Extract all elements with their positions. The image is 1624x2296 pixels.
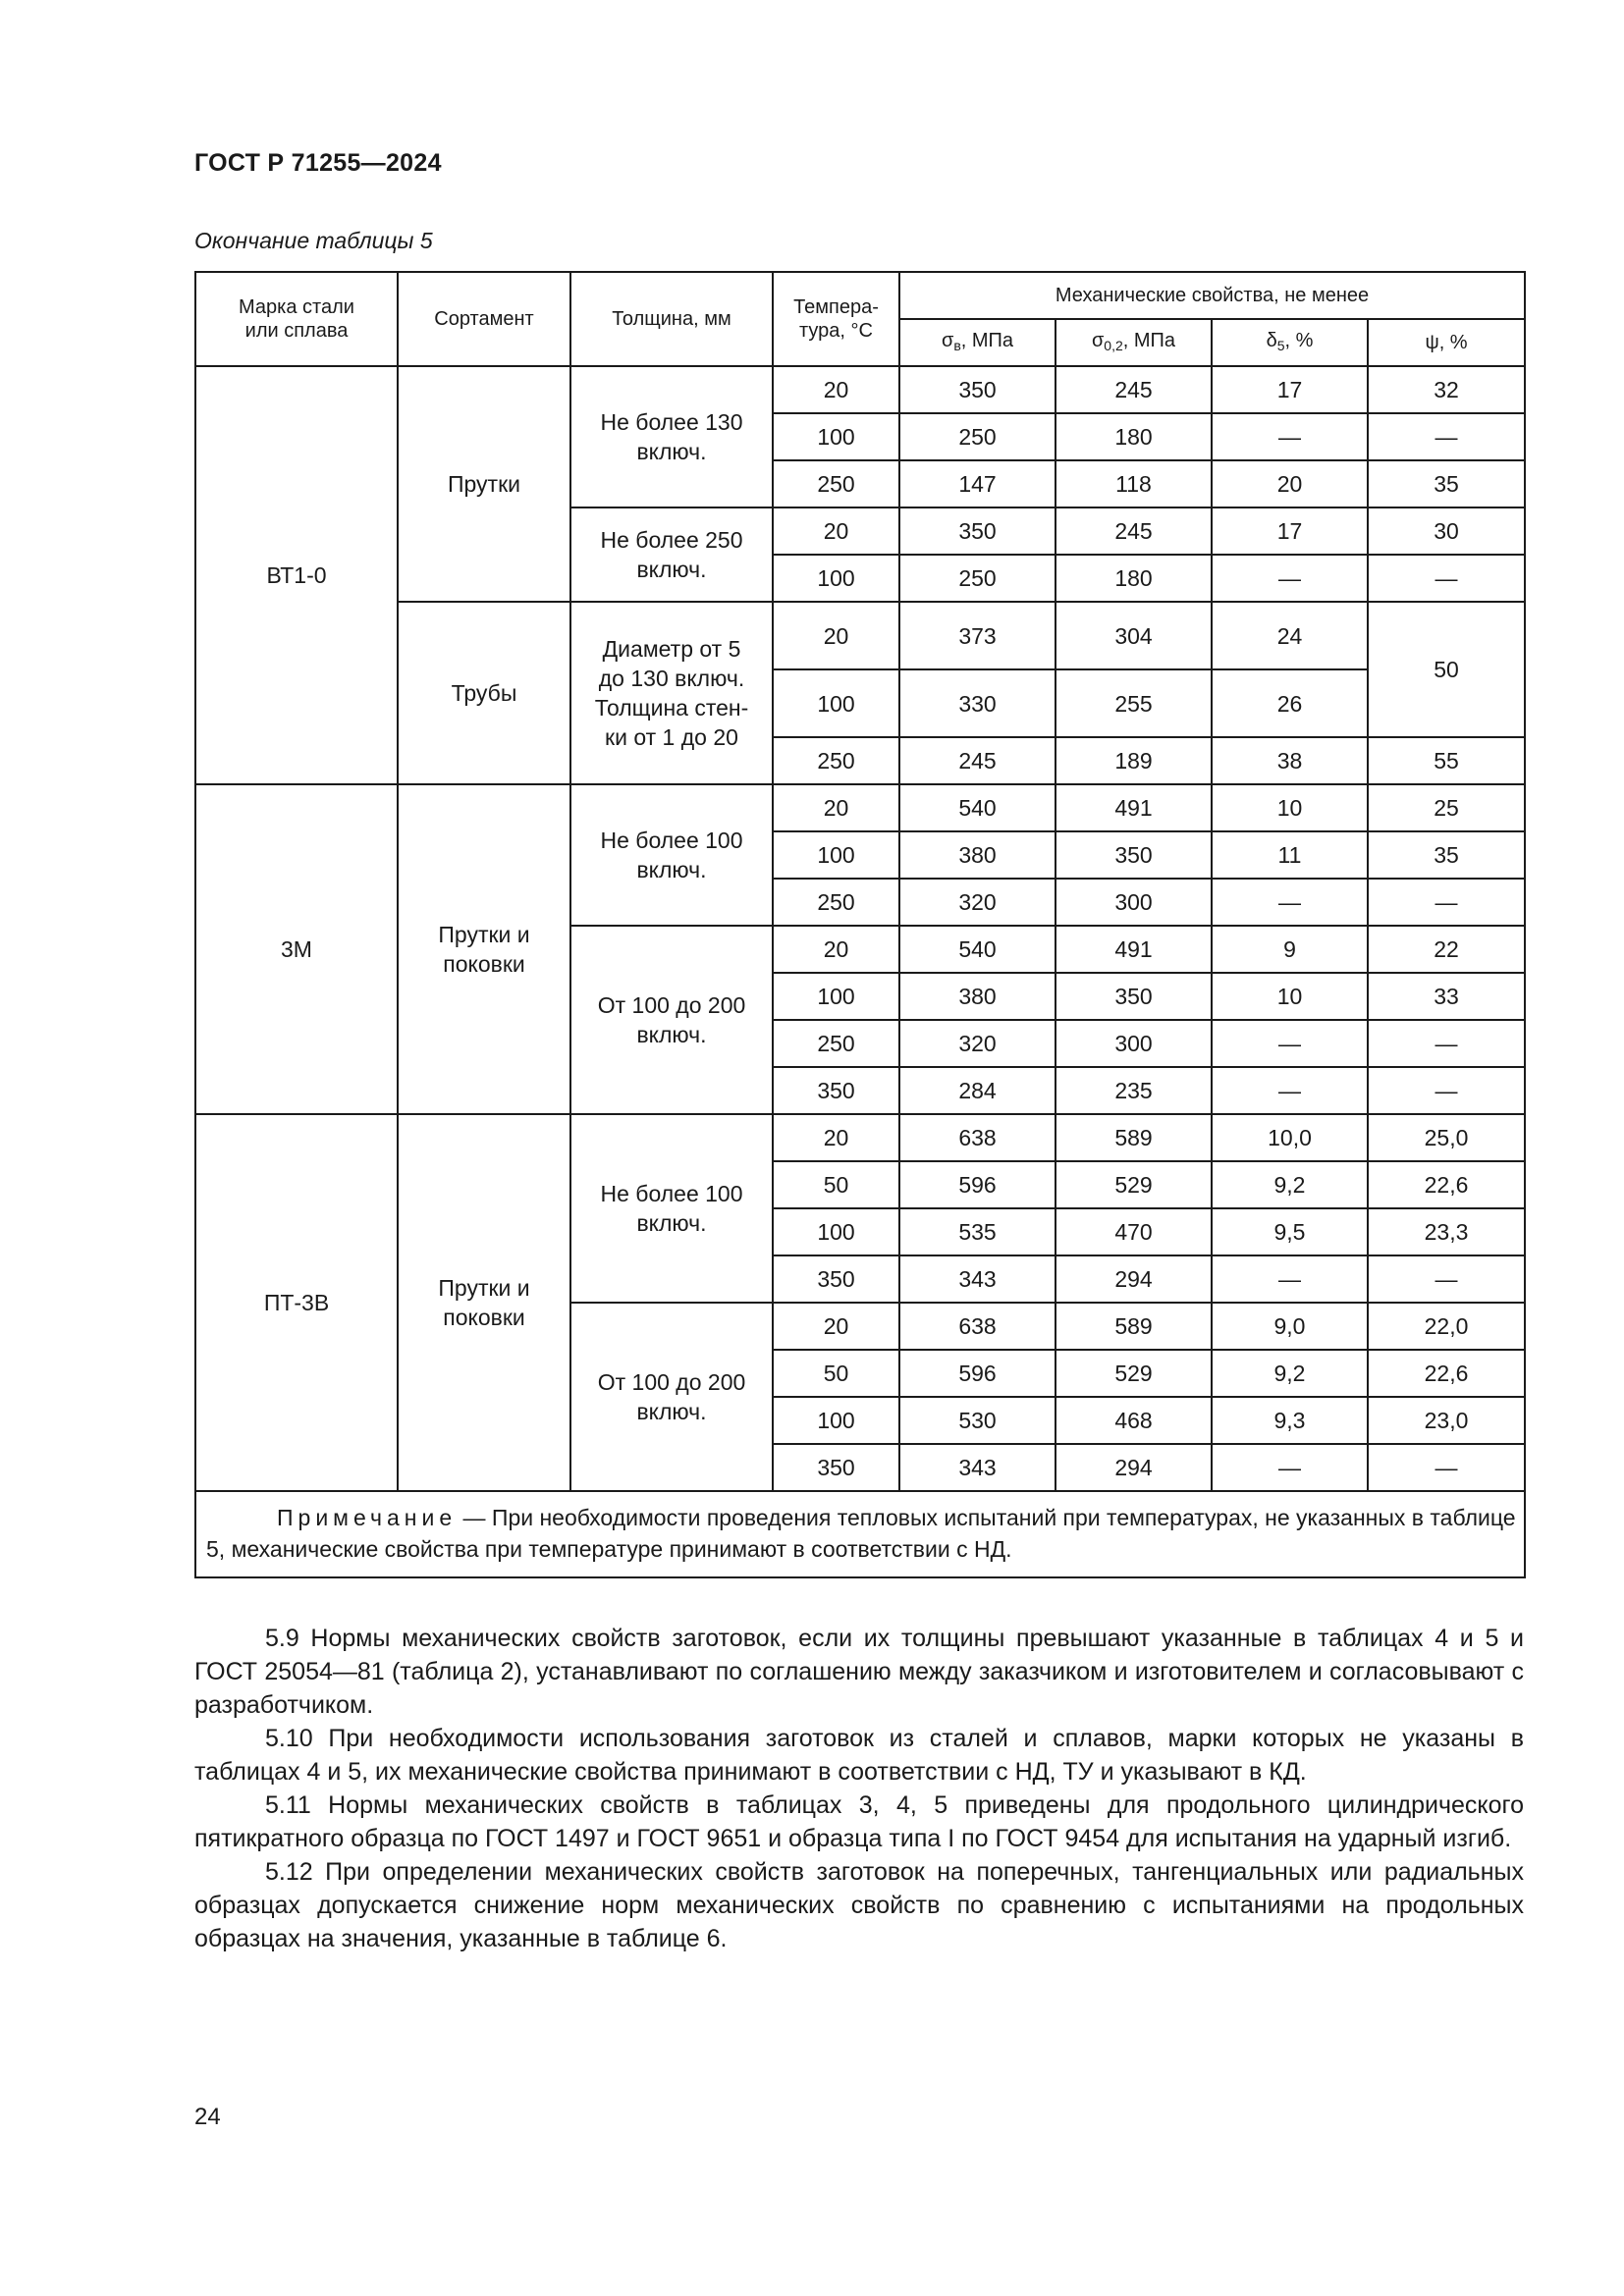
table-note (195, 1491, 1525, 1577)
sigma-02-cell: 189 (1056, 737, 1212, 784)
assortment-cell: Прутки (398, 366, 570, 602)
temperature-cell: 350 (773, 1255, 899, 1303)
psi-cell: — (1368, 413, 1525, 460)
sigma-02-cell: 529 (1056, 1161, 1212, 1208)
sigma-b-cell: 343 (899, 1444, 1056, 1491)
assortment-cell: Прутки и поковки (398, 1114, 570, 1491)
sigma-b-cell: 320 (899, 879, 1056, 926)
delta5-cell: 24 (1212, 602, 1368, 669)
delta5-cell: 9 (1212, 926, 1368, 973)
thickness-cell: От 100 до 200 включ. (570, 926, 773, 1114)
sigma-b-cell: 530 (899, 1397, 1056, 1444)
sigma-b-cell: 380 (899, 831, 1056, 879)
temperature-cell: 20 (773, 926, 899, 973)
thickness-cell: От 100 до 200 включ. (570, 1303, 773, 1491)
psi-cell: — (1368, 555, 1525, 602)
delta5-cell: — (1212, 413, 1368, 460)
header-thickness: Толщина, мм (570, 272, 773, 366)
delta5-cell: 17 (1212, 507, 1368, 555)
sigma-02-cell: 350 (1056, 973, 1212, 1020)
psi-cell: 25,0 (1368, 1114, 1525, 1161)
temperature-cell: 100 (773, 1397, 899, 1444)
thickness-cell: Не более 100 включ. (570, 784, 773, 926)
sigma-b-cell: 380 (899, 973, 1056, 1020)
delta5-cell: — (1212, 879, 1368, 926)
delta5-cell: 20 (1212, 460, 1368, 507)
assortment-cell: Прутки и поковки (398, 784, 570, 1114)
temperature-cell: 100 (773, 973, 899, 1020)
sigma-02-cell: 491 (1056, 784, 1212, 831)
sigma-b-cell: 350 (899, 507, 1056, 555)
body-text (194, 1622, 1524, 1955)
sigma-b-cell: 343 (899, 1255, 1056, 1303)
psi-cell: — (1368, 1255, 1525, 1303)
temperature-cell: 350 (773, 1067, 899, 1114)
grade-cell: ВТ1-0 (195, 366, 398, 784)
sigma-b-cell: 350 (899, 366, 1056, 413)
psi-cell: 22,0 (1368, 1303, 1525, 1350)
thickness-cell: Диаметр от 5 до 130 включ. Толщина стен- ки от 1 до 20 (570, 602, 773, 784)
sigma-b-cell: 245 (899, 737, 1056, 784)
temperature-cell: 20 (773, 507, 899, 555)
delta5-cell: 9,2 (1212, 1161, 1368, 1208)
paragraph-5-9: 5.9 Нормы механических свойств заготовок, если их толщины превышают указанные в таблицах 4 и 5 и ГОСТ 25054—81 (таблица 2), устанавливают по соглашению между заказчиком и изготовителем и согласовывают с разработчиком. (194, 1625, 1524, 1719)
delta5-cell: — (1212, 1067, 1368, 1114)
thickness-cell: Не более 250 включ. (570, 507, 773, 602)
header-sigma-b: $\sigma_в$, МПа (899, 319, 1056, 366)
psi-cell: 22,6 (1368, 1161, 1525, 1208)
temperature-cell: 250 (773, 1020, 899, 1067)
sigma-02-cell: 235 (1056, 1067, 1212, 1114)
temperature-cell: 350 (773, 1444, 899, 1491)
temperature-cell: 20 (773, 1303, 899, 1350)
sigma-b-cell: 373 (899, 602, 1056, 669)
temperature-cell: 20 (773, 366, 899, 413)
sigma-b-cell: 250 (899, 413, 1056, 460)
temperature-cell: 250 (773, 460, 899, 507)
sigma-b-cell: 540 (899, 784, 1056, 831)
delta5-cell: 10 (1212, 973, 1368, 1020)
header-delta5: $\delta_5$, % (1212, 319, 1368, 366)
table-row (195, 366, 1525, 413)
sigma-02-cell: 468 (1056, 1397, 1212, 1444)
psi-cell: 23,0 (1368, 1397, 1525, 1444)
sigma-b-cell: 638 (899, 1114, 1056, 1161)
sigma-b-cell: 535 (899, 1208, 1056, 1255)
paragraph-5-12: 5.12 При определении механических свойств заготовок на поперечных, тангенциальных или радиальных образцах допускается снижение норм механических свойств по сравнению с испытаниями на продольных образцах на значения, указанные в таблице 6. (194, 1858, 1524, 1952)
psi-cell: 33 (1368, 973, 1525, 1020)
delta5-cell: 10 (1212, 784, 1368, 831)
sigma-b-cell: 284 (899, 1067, 1056, 1114)
assortment-cell: Трубы (398, 602, 570, 784)
delta5-cell: — (1212, 555, 1368, 602)
psi-cell: 22,6 (1368, 1350, 1525, 1397)
sigma-02-cell: 118 (1056, 460, 1212, 507)
delta5-cell: — (1212, 1020, 1368, 1067)
psi-cell: 55 (1368, 737, 1525, 784)
sigma-02-cell: 304 (1056, 602, 1212, 669)
delta5-cell: 11 (1212, 831, 1368, 879)
delta5-cell: — (1212, 1444, 1368, 1491)
grade-cell: 3М (195, 784, 398, 1114)
thickness-cell: Не более 100 включ. (570, 1114, 773, 1303)
psi-cell: 50 (1368, 602, 1525, 737)
psi-cell: 23,3 (1368, 1208, 1525, 1255)
psi-cell: 25 (1368, 784, 1525, 831)
temperature-cell: 20 (773, 1114, 899, 1161)
header-sigma-02: $\sigma_{0,2}$, МПа (1056, 319, 1212, 366)
temperature-cell: 100 (773, 413, 899, 460)
temperature-cell: 100 (773, 1208, 899, 1255)
delta5-cell: 10,0 (1212, 1114, 1368, 1161)
sigma-02-cell: 589 (1056, 1303, 1212, 1350)
page-number: 24 (194, 2104, 221, 2130)
sigma-02-cell: 245 (1056, 507, 1212, 555)
temperature-cell: 50 (773, 1350, 899, 1397)
grade-cell: ПТ-3В (195, 1114, 398, 1491)
document-header: ГОСТ Р 71255—2024 (194, 149, 442, 177)
delta5-cell: 26 (1212, 669, 1368, 737)
psi-cell: 32 (1368, 366, 1525, 413)
sigma-02-cell: 589 (1056, 1114, 1212, 1161)
table-row (195, 1114, 1525, 1161)
header-temperature: Темпера- тура, °С (773, 272, 899, 366)
sigma-02-cell: 491 (1056, 926, 1212, 973)
delta5-cell: 9,3 (1212, 1397, 1368, 1444)
mechanical-properties-table-container (194, 271, 1524, 1578)
delta5-cell: — (1212, 1255, 1368, 1303)
delta5-cell: 38 (1212, 737, 1368, 784)
psi-cell: — (1368, 879, 1525, 926)
sigma-b-cell: 320 (899, 1020, 1056, 1067)
header-psi: ψ, % (1368, 319, 1525, 366)
temperature-cell: 100 (773, 555, 899, 602)
sigma-02-cell: 529 (1056, 1350, 1212, 1397)
sigma-02-cell: 245 (1056, 366, 1212, 413)
sigma-b-cell: 540 (899, 926, 1056, 973)
sigma-02-cell: 470 (1056, 1208, 1212, 1255)
temperature-cell: 20 (773, 784, 899, 831)
sigma-02-cell: 294 (1056, 1255, 1212, 1303)
temperature-cell: 250 (773, 737, 899, 784)
sigma-b-cell: 250 (899, 555, 1056, 602)
psi-cell: 35 (1368, 831, 1525, 879)
psi-cell: — (1368, 1067, 1525, 1114)
table-note-row (195, 1491, 1525, 1577)
sigma-b-cell: 596 (899, 1350, 1056, 1397)
temperature-cell: 20 (773, 602, 899, 669)
sigma-b-cell: 596 (899, 1161, 1056, 1208)
psi-cell: 22 (1368, 926, 1525, 973)
sigma-02-cell: 350 (1056, 831, 1212, 879)
delta5-cell: 17 (1212, 366, 1368, 413)
delta5-cell: 9,5 (1212, 1208, 1368, 1255)
sigma-02-cell: 180 (1056, 555, 1212, 602)
paragraph-5-10: 5.10 При необходимости использования заготовок из сталей и сплавов, марки которых не указаны в таблицах 4 и 5, их механические свойства принимают в соответствии с НД, ТУ и указывают в КД. (194, 1725, 1524, 1786)
thickness-cell: Не более 130 включ. (570, 366, 773, 507)
note-text: — При необходимости проведения тепловых испытаний при температурах, не указанных в таблице 5, механические свойства при температуре принимают в соответствии с НД. (206, 1505, 1516, 1562)
psi-cell: — (1368, 1020, 1525, 1067)
temperature-cell: 100 (773, 831, 899, 879)
note-label: Примечание (277, 1505, 458, 1530)
sigma-02-cell: 294 (1056, 1444, 1212, 1491)
temperature-cell: 250 (773, 879, 899, 926)
header-assortment: Сортамент (398, 272, 570, 366)
sigma-02-cell: 180 (1056, 413, 1212, 460)
sigma-02-cell: 300 (1056, 1020, 1212, 1067)
table-caption: Окончание таблицы 5 (194, 228, 433, 253)
table-row (195, 784, 1525, 831)
delta5-cell: 9,0 (1212, 1303, 1368, 1350)
sigma-02-cell: 300 (1056, 879, 1212, 926)
sigma-b-cell: 638 (899, 1303, 1056, 1350)
psi-cell: — (1368, 1444, 1525, 1491)
temperature-cell: 100 (773, 669, 899, 737)
delta5-cell: 9,2 (1212, 1350, 1368, 1397)
sigma-02-cell: 255 (1056, 669, 1212, 737)
mechanical-properties-table (194, 271, 1526, 1578)
sigma-b-cell: 147 (899, 460, 1056, 507)
header-mechanical-properties: Механические свойства, не менее (899, 272, 1525, 319)
psi-cell: 30 (1368, 507, 1525, 555)
sigma-b-cell: 330 (899, 669, 1056, 737)
temperature-cell: 50 (773, 1161, 899, 1208)
psi-cell: 35 (1368, 460, 1525, 507)
paragraph-5-11: 5.11 Нормы механических свойств в таблицах 3, 4, 5 приведены для продольного цилиндрического пятикратного образца по ГОСТ 1497 и ГОСТ 9651 и образца типа I по ГОСТ 9454 для испытания на ударный изгиб. (194, 1791, 1524, 1852)
header-grade: Марка стали или сплава (195, 272, 398, 366)
